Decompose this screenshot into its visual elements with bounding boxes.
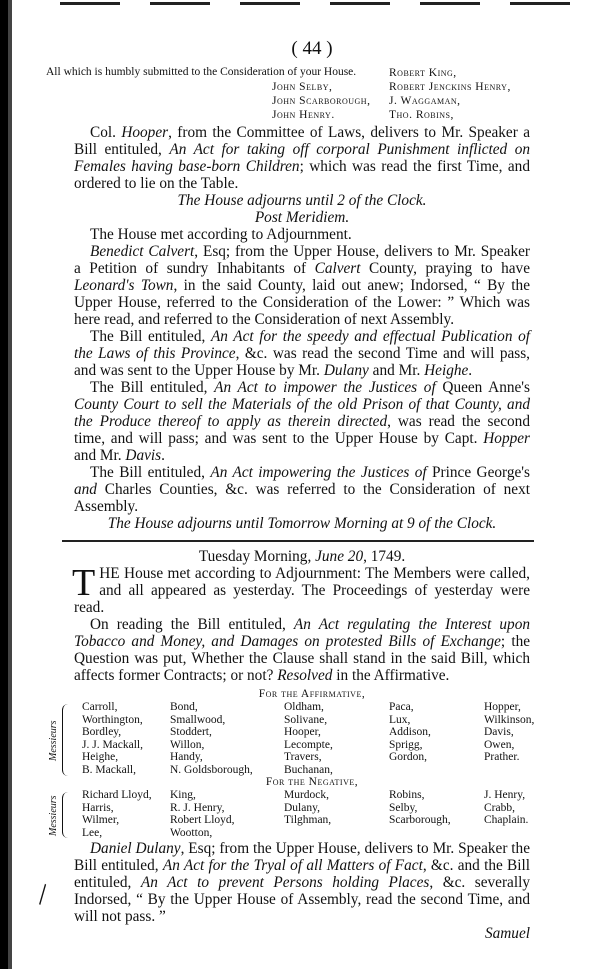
messieurs-label: Messieurs [48, 795, 59, 837]
italic-text: Hooper [121, 124, 169, 141]
paragraph [74, 616, 530, 684]
member-name: Oldham, [284, 701, 324, 713]
member-name: Wilmer, [82, 814, 120, 827]
drop-cap: T [72, 562, 96, 604]
member-name: Davis, [484, 726, 514, 739]
member-name: Gordon, [389, 751, 428, 764]
date-heading [74, 548, 530, 565]
member-name: Carroll, [82, 701, 118, 713]
italic-text: Resolved [277, 667, 333, 684]
affirmative-heading: For the Affirmative, [258, 688, 366, 700]
bleed-through-line [60, 2, 580, 5]
italic-text: Benedict Calvert [90, 243, 195, 260]
text: County, praying to have [360, 260, 530, 277]
member-name: Wilkinson, [484, 713, 535, 726]
member-name: Chaplain. [484, 814, 529, 827]
signer-name: J. Waggaman, [389, 95, 461, 107]
page-number: ( 44 ) [291, 38, 333, 59]
scan-edge-shadow [8, 0, 12, 969]
text: , in the said County, laid out anew; Indorsed, “ By the Upper House, referred to the Consideration of the Lower: ” Which was here read, and referred to the Consideration of next Assembly. [74, 277, 530, 328]
paragraph [72, 562, 530, 616]
negative-column [82, 789, 152, 839]
text: and Mr. [368, 362, 425, 379]
paragraph [74, 192, 530, 209]
signer-name: John Scarborough, [272, 95, 371, 107]
text: The House met according to Adjournment. [90, 226, 352, 243]
submission-lead: All which is humbly submitted to the Consideration of your House. [46, 66, 357, 78]
messieurs-label: Messieurs [48, 720, 59, 761]
italic-text: Leonard's Town [74, 277, 174, 294]
member-name: Selby, [389, 801, 418, 814]
italic-text: Dulany [323, 362, 369, 379]
scan-edge [0, 0, 8, 969]
brace-icon [62, 704, 68, 776]
paragraph [74, 226, 530, 243]
date-prefix: Tuesday Morning, [198, 548, 316, 565]
italic-text: The House adjourns until Tomorrow Morning at 9 of the Clock. [107, 515, 497, 532]
text: Charles Counties, &c. was referred to the Consideration of next Assembly. [74, 481, 530, 515]
member-name: Richard Lloyd, [82, 789, 152, 801]
member-name: Hooper, [284, 726, 321, 739]
negative-column [484, 789, 528, 827]
member-name: Worthington, [82, 713, 143, 726]
text: Prince George's [426, 464, 530, 481]
signer-name: John Henry. [272, 109, 335, 121]
member-name: Hopper, [484, 701, 521, 713]
text: in the Affirmative. [332, 667, 450, 684]
negative-column [284, 789, 331, 827]
date-day: June 20 [315, 548, 364, 565]
member-name: Dulany, [284, 801, 320, 814]
member-name: Robert Lloyd, [170, 814, 235, 827]
italic-text: Calvert [314, 260, 361, 277]
member-name: Murdock, [284, 789, 330, 801]
text: , was read the second time, and will pass; and was sent to the Upper House by Capt. [74, 413, 530, 447]
negative-column [389, 789, 451, 827]
member-name: Heighe, [82, 751, 119, 764]
affirmative-column [484, 701, 534, 764]
text: ; which was read the first Time, and ordered to lie on the Table. [74, 158, 530, 192]
proceedings-section-b [72, 562, 531, 684]
text: , &c. severally Indorsed, “ By the Upper House of Assembly, read the second Time, and will not pass. ” [74, 874, 530, 925]
italic-text: An Act regulating the Interest upon Tobacco and Money, and Damages on protested Bills of Exchange [74, 616, 530, 650]
member-name: Bordley, [82, 726, 122, 739]
member-name: Wootton, [170, 826, 213, 839]
text: , from the Committee of Laws, delivers to Mr. Speaker a Bill entituled, [74, 124, 530, 158]
paragraph [74, 209, 530, 226]
member-name: Smallwood, [170, 713, 226, 726]
italic-text: Heighe [424, 362, 469, 379]
member-name: Crabb, [484, 801, 515, 814]
signers-right [389, 66, 511, 122]
submission-block [46, 66, 530, 124]
member-name: J. Henry, [484, 789, 526, 801]
paragraph [74, 515, 530, 532]
paragraph [74, 379, 530, 464]
signer-name: Robert Jenckins Henry, [389, 81, 511, 93]
text: Col. [90, 124, 122, 141]
member-name: R. J. Henry, [170, 801, 225, 814]
italic-text: Hopper [483, 430, 530, 447]
signer-name: Tho. Robins, [389, 109, 454, 121]
member-name: Travers, [284, 751, 322, 764]
page [46, 38, 535, 942]
text: The Bill entituled, [90, 328, 211, 345]
member-name: Lee, [82, 826, 103, 839]
italic-text: Daniel Dulany [90, 840, 181, 857]
paragraph [74, 124, 530, 192]
brace-icon [62, 792, 68, 838]
proceedings-section-a [74, 124, 530, 532]
member-name: Solivane, [284, 713, 328, 726]
text: , Esq; from the Upper House, delivers to Mr. Speaker a Petition of sundry Inhabitants of [74, 243, 531, 277]
text: , &c. and the Bill entituled, [74, 857, 530, 891]
text: . [468, 362, 473, 379]
text: . [161, 447, 165, 464]
member-name: Paca, [389, 701, 414, 713]
affirmative-column [284, 701, 333, 777]
member-name: Lux, [389, 713, 411, 726]
text: Queen Anne's [435, 379, 530, 396]
member-name: Addison, [389, 726, 431, 739]
text: HE House met according to Adjournment: The Members were called, and all appeared as yesterday. The Proceedings of yesterday were read. [74, 565, 530, 616]
italic-text: Davis [125, 447, 162, 464]
member-name: B. Mackall, [82, 763, 136, 776]
member-name: Bond, [170, 701, 198, 713]
text: On reading the Bill entituled, [90, 616, 294, 633]
text: and Mr. [74, 447, 126, 464]
member-name: J. J. Mackall, [82, 738, 144, 751]
affirmative-column [389, 701, 431, 764]
member-name: Stoddert, [170, 726, 212, 739]
paragraph [74, 243, 530, 328]
member-name: Sprigg, [389, 738, 423, 751]
italic-text: and [74, 481, 97, 498]
text: ; the Question was put, Whether the Clause shall stand in the said Bill, which affects former Contracts; or not? [74, 633, 531, 684]
signer-name: John Selby, [272, 81, 333, 93]
division-list [48, 688, 535, 839]
text: The Bill entituled, [90, 379, 215, 396]
member-name: Willon, [170, 738, 205, 751]
text: , &c. was read the second Time and will pass, and was sent to the Upper House by Mr. [74, 345, 530, 379]
affirmative-column [170, 701, 253, 777]
paragraph [74, 840, 530, 925]
member-name: King, [170, 789, 196, 801]
text: The Bill entituled, [90, 464, 211, 481]
italic-text: An Act to prevent Persons holding Places [140, 874, 430, 891]
italic-text: The House adjourns until 2 of the Clock. [177, 192, 427, 209]
italic-text: An Act for taking off corporal Punishment inflicted on Females having base-born Children [74, 141, 530, 175]
affirmative-column [82, 701, 143, 777]
member-name: Harris, [82, 801, 114, 814]
member-name: Tilghman, [284, 814, 332, 827]
paragraph [74, 328, 530, 379]
italic-text: Post Meridiem. [254, 209, 350, 226]
italic-text: An Act impowering the Justices of [210, 464, 427, 481]
handwritten-mark: \ [29, 878, 56, 911]
date-heading-wrap [74, 548, 530, 565]
member-name: N. Goldsborough, [170, 763, 253, 776]
text: , Esq; from the Upper House, delivers to Mr. Speaker the Bill entituled, [74, 840, 530, 874]
italic-text: County Court to sell the Materials of the old Prison of that County, and the Produce thereof to apply as therein directed [74, 396, 530, 430]
section-rule [62, 540, 534, 542]
paragraph [74, 464, 530, 515]
negative-column [170, 789, 235, 839]
member-name: Buchanan, [284, 763, 333, 776]
italic-text: An Act for the Tryal of all Matters of Fact [162, 857, 423, 874]
signer-name: Robert King, [389, 67, 457, 79]
italic-text: An Act for the speedy and effectual Publication of the Laws of this Province [74, 328, 530, 362]
negative-heading: For the Negative, [265, 776, 359, 788]
member-name: Prather. [484, 751, 520, 764]
member-name: Owen, [484, 738, 515, 751]
member-name: Robins, [389, 789, 425, 801]
signers-left [272, 80, 370, 122]
proceedings-section-c [74, 840, 530, 925]
member-name: Scarborough, [389, 814, 451, 827]
catchword: Samuel [484, 925, 530, 942]
member-name: Lecompte, [284, 738, 333, 751]
italic-text: An Act to impower the Justices of [214, 379, 436, 396]
member-name: Handy, [170, 751, 203, 764]
date-year: , 1749. [363, 548, 406, 565]
